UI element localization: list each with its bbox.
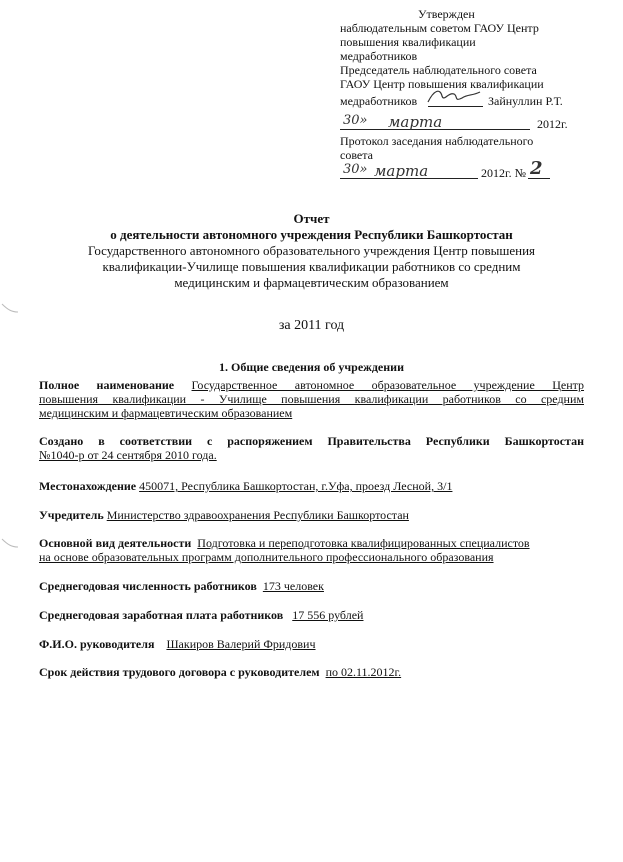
approval-line: ГАОУ Центр повышения квалификации — [340, 77, 544, 91]
activity-field — [39, 536, 584, 564]
full-name-value: Государственное автономное образовательное учреждение Центр — [191, 378, 585, 392]
date-month: марта — [374, 162, 429, 180]
approval-signer-name: Зайнуллин Р.Т. — [488, 94, 563, 108]
protocol-number-underline — [528, 178, 550, 179]
date-day: 30» — [343, 113, 368, 128]
head-label: Ф.И.О. руководителя — [39, 637, 155, 651]
contract-label: Срок действия трудового договора с руководителем — [39, 665, 320, 679]
head-value: Шакиров Валерий Фридович — [166, 637, 316, 651]
report-year: за 2011 год — [278, 318, 345, 333]
protocol-line: совета — [340, 148, 373, 162]
signature-mark — [424, 86, 486, 108]
approval-line: медработников — [340, 49, 418, 63]
approval-signer-prefix: медработников — [340, 94, 418, 108]
date-year: 2012г. — [537, 117, 568, 131]
activity-value: Подготовка и переподготовка квалифицированных специалистов — [197, 536, 530, 550]
full-name-value: медицинским и фармацевтическим образованием — [39, 406, 293, 420]
report-org-line: медицинским и фармацевтическим образованием — [174, 275, 449, 290]
location-field — [39, 479, 584, 493]
approval-line: повышения квалификации — [340, 35, 476, 49]
head-field — [39, 637, 584, 651]
approval-heading: Утвержден — [418, 7, 475, 21]
location-label: Местонахождение — [39, 479, 137, 493]
date-day: 30» — [343, 162, 368, 177]
date-year: 2012г. № — [481, 166, 527, 180]
founder-label: Учредитель — [39, 508, 104, 522]
approval-line: наблюдательным советом ГАОУ Центр — [340, 21, 539, 35]
activity-label: Основной вид деятельности — [39, 536, 192, 550]
full-name-label: Полное наименование — [39, 378, 175, 392]
punch-hole-mark — [0, 535, 20, 555]
founder-field — [39, 508, 584, 522]
created-field — [39, 434, 584, 462]
staff-value: 173 человек — [262, 579, 324, 593]
full-name-value: повышения квалификации - Училище повышения квалификации работников со средним — [39, 392, 584, 406]
salary-label: Среднегодовая заработная плата работников — [39, 608, 284, 622]
punch-hole-mark — [0, 300, 20, 320]
created-text: Создано в соответствии с распоряжением Правительства Республики Башкортостан — [39, 434, 584, 448]
section-heading: 1. Общие сведения об учреждении — [218, 360, 404, 374]
founder-value: Министерство здравоохранения Республики Башкортостан — [106, 508, 409, 522]
contract-value: по 02.11.2012г. — [325, 665, 402, 679]
contract-field — [39, 665, 584, 679]
approval-line: Председатель наблюдательного совета — [340, 63, 537, 77]
activity-value: на основе образовательных программ дополнительного профессионального образования — [39, 550, 494, 564]
report-heading: Отчет — [293, 211, 330, 226]
created-decree: №1040-р от 24 сентября 2010 года. — [39, 448, 217, 462]
location-value: 450071, Республика Башкортостан, г.Уфа, проезд Лесной, 3/1 — [139, 479, 453, 493]
salary-field — [39, 608, 584, 622]
report-subject: о деятельности автономного учреждения Республики Башкортостан — [110, 227, 513, 242]
report-org-line: Государственного автономного образовательного учреждения Центр повышения — [87, 243, 535, 258]
report-org-line: квалификации-Училище повышения квалификации работников со средним — [102, 259, 521, 274]
protocol-number: 2 — [530, 158, 543, 179]
staff-field — [39, 579, 584, 593]
date-month: марта — [388, 113, 443, 131]
protocol-line: Протокол заседания наблюдательного — [340, 134, 534, 148]
salary-value: 17 556 рублей — [292, 608, 364, 622]
full-name-field — [39, 378, 584, 420]
staff-label: Среднегодовая численность работников — [39, 579, 257, 593]
